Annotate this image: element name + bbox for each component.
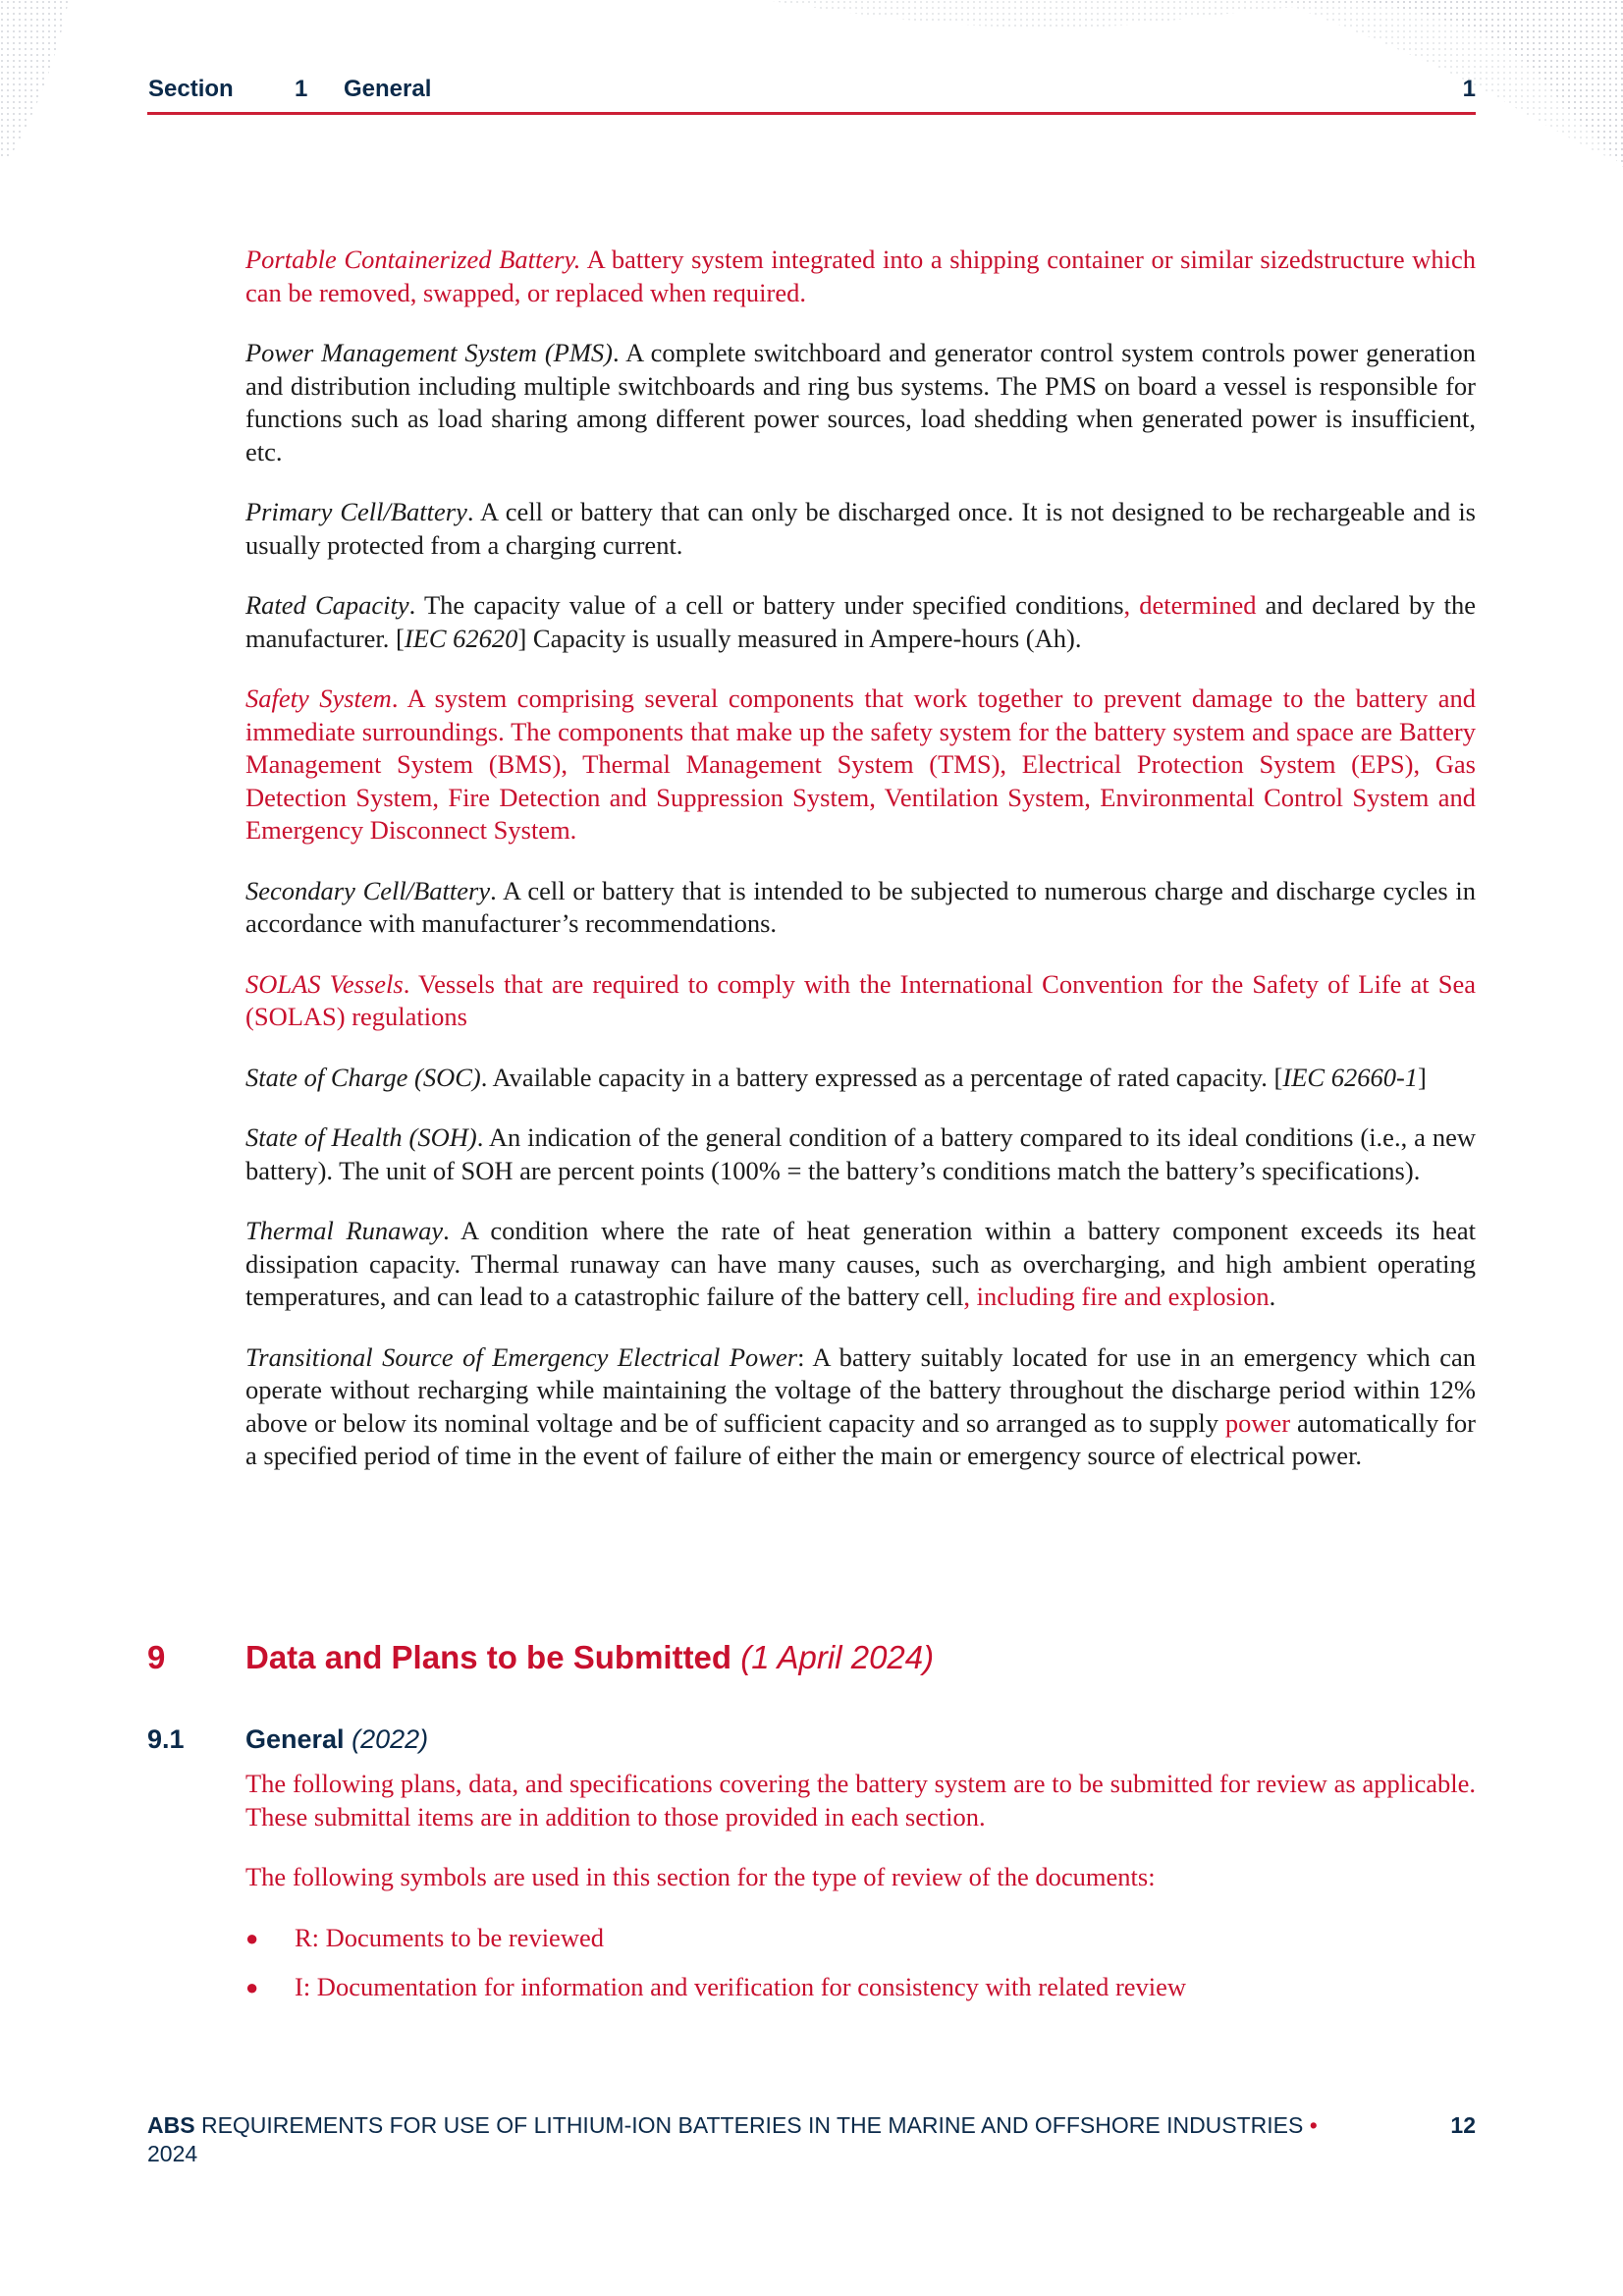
definition-text: . Vessels that are required to comply with the International Convention for the Safety of Life at Sea (SOLAS) regulations (245, 968, 1477, 1031)
definition-text: . The capacity value of a cell or battery under specified conditions (408, 590, 1124, 620)
list-item (245, 1971, 1476, 2004)
definition-reference: IEC 62620 (404, 623, 518, 653)
definition-term: SOLAS Vessels (245, 968, 404, 999)
definition-text: . A system comprising several components that work together to prevent damage to the battery and immediate surroundings. The components that make up the safety system for the battery system and space are Battery Management System (BMS), Thermal Management System (TMS), Electrical Protection System (EPS), Gas Detection System, Fire Detection and Suppression System, Ventilation System, Environmental Control System and Emergency Disconnect System. (245, 683, 1476, 845)
footer-title: REQUIREMENTS FOR USE OF LITHIUM-ION BATTERIES IN THE MARINE AND OFFSHORE INDUSTRIES (194, 2112, 1304, 2138)
subsection-9-1-body (245, 1768, 1476, 2021)
definition-text: : A battery suitably located for use in an emergency which can operate without recharging while maintaining the voltage of the battery throughout the discharge period within 12% above or below its nominal voltage and be of sufficient capacity and so arranged as to supply (245, 1341, 1476, 1438)
section-title: Data and Plans to be Submitted (245, 1639, 732, 1675)
footer-separator: • (1303, 2112, 1318, 2138)
bullet-icon: ● (245, 1925, 259, 1950)
definition-term: Secondary Cell/Battery (245, 875, 491, 905)
submittal-intro-paragraph: The following plans, data, and specifications covering the battery system are to be submitted for review as applicable. These submittal items are in addition to those provided in each section. (245, 1769, 1476, 1831)
definition-portable-containerized-battery (245, 244, 1476, 309)
definition-text: . (1269, 1282, 1276, 1311)
definition-soh (245, 1121, 1476, 1187)
symbols-intro-paragraph: The following symbols are used in this section for the type of review of the documents: (245, 1862, 1156, 1891)
definition-term: Thermal Runaway (245, 1216, 444, 1245)
definition-term: Power Management System (PMS) (245, 338, 614, 367)
header-section-number: 1 (295, 76, 308, 102)
definition-text: . A condition where the rate of heat generation within a battery component exceeds its heat dissipation capacity. Thermal runaway can have many causes, such as overcharging, and high ambient operating temperatures, and can lead to a catastrophic failure of the battery cell (245, 1216, 1477, 1311)
section-date: (1 April 2024) (740, 1639, 935, 1675)
definition-text: . An indication of the general condition of a battery compared to its ideal conditions (i.e., a new battery). The unit of SOH are percent points (100% = the battery’s conditions match the battery’s specifications). (245, 1122, 1476, 1185)
definition-text: . Available capacity in a battery expressed as a percentage of rated capacity. [ (480, 1062, 1283, 1092)
definition-text: automatically for a specified period of time in the event of failure of either the main or emergency source of electrical power. (245, 1407, 1477, 1470)
definition-text-amended: power (1224, 1407, 1291, 1438)
list-item (245, 1922, 1476, 1955)
definition-text: A battery system integrated into a shipping container or similar sizedstructure which can be removed, swapped, or replaced when required. (245, 245, 1477, 307)
footer-brand: ABS (147, 2112, 195, 2138)
definition-text-amended: , including fire and explosion (963, 1282, 1270, 1311)
definition-thermal-runaway (245, 1215, 1476, 1314)
review-symbols-list (245, 1922, 1476, 2004)
definition-pms (245, 337, 1476, 468)
subsection-date: (2022) (352, 1724, 429, 1754)
bullet-icon: ● (245, 1975, 259, 1999)
footer-year: 2024 (147, 2141, 198, 2166)
definition-safety-system (245, 683, 1476, 847)
definition-secondary-cell (245, 875, 1476, 941)
definition-term: Transitional Source of Emergency Electrical Power (245, 1341, 798, 1372)
definition-text-amended: , determined (1123, 590, 1257, 620)
definition-soc (245, 1062, 1476, 1095)
definition-solas-vessels (245, 968, 1476, 1034)
definition-transitional-source (245, 1341, 1476, 1473)
footer-page-number: 12 (1450, 2112, 1476, 2138)
subsection-title: General (245, 1724, 345, 1754)
header-chapter-page: 1 (1462, 76, 1476, 102)
definition-term: Portable Containerized Battery. (245, 245, 581, 274)
list-item-text: R: Documents to be reviewed (295, 1922, 604, 1952)
definition-primary-cell (245, 496, 1476, 562)
section-number: 9 (147, 1639, 166, 1675)
definition-text: ] Capacity is usually measured in Ampere-hours (Ah). (517, 623, 1082, 653)
definition-term: Primary Cell/Battery (245, 497, 467, 526)
header-section-title: General (344, 76, 432, 102)
definition-term: State of Charge (SOC) (245, 1062, 481, 1092)
list-item-text: I: Documentation for information and verification for consistency with related review (295, 1972, 1187, 2001)
definition-term: Rated Capacity (245, 590, 409, 620)
subsection-number: 9.1 (147, 1724, 185, 1754)
definition-text: and declared by the manufacturer. [ (245, 590, 1476, 653)
page-header (147, 73, 1476, 115)
definition-term: State of Health (SOH) (245, 1122, 477, 1152)
page-footer (147, 2111, 1476, 2168)
definition-rated-capacity (245, 589, 1476, 655)
definition-text: . A cell or battery that can only be discharged once. It is not designed to be rechargeable and is usually protected from a charging current. (245, 497, 1476, 560)
definition-term: Safety System (245, 683, 392, 713)
footer-document-title (147, 2111, 1325, 2168)
definition-text: . A cell or battery that is intended to be subjected to numerous charge and discharge cycles in accordance with manufacturer’s recommendations. (245, 875, 1476, 938)
definitions-list (245, 244, 1476, 1501)
header-section-label: Section (148, 76, 234, 102)
definition-reference: IEC 62660-1 (1282, 1062, 1419, 1092)
definition-text: . A complete switchboard and generator control system controls power generation and distribution including multiple switchboards and ring bus systems. The PMS on board a vessel is responsible for functions such as load sharing among different power sources, load shedding when generated power is insufficient, etc. (245, 338, 1476, 466)
definition-text: ] (1418, 1062, 1427, 1092)
